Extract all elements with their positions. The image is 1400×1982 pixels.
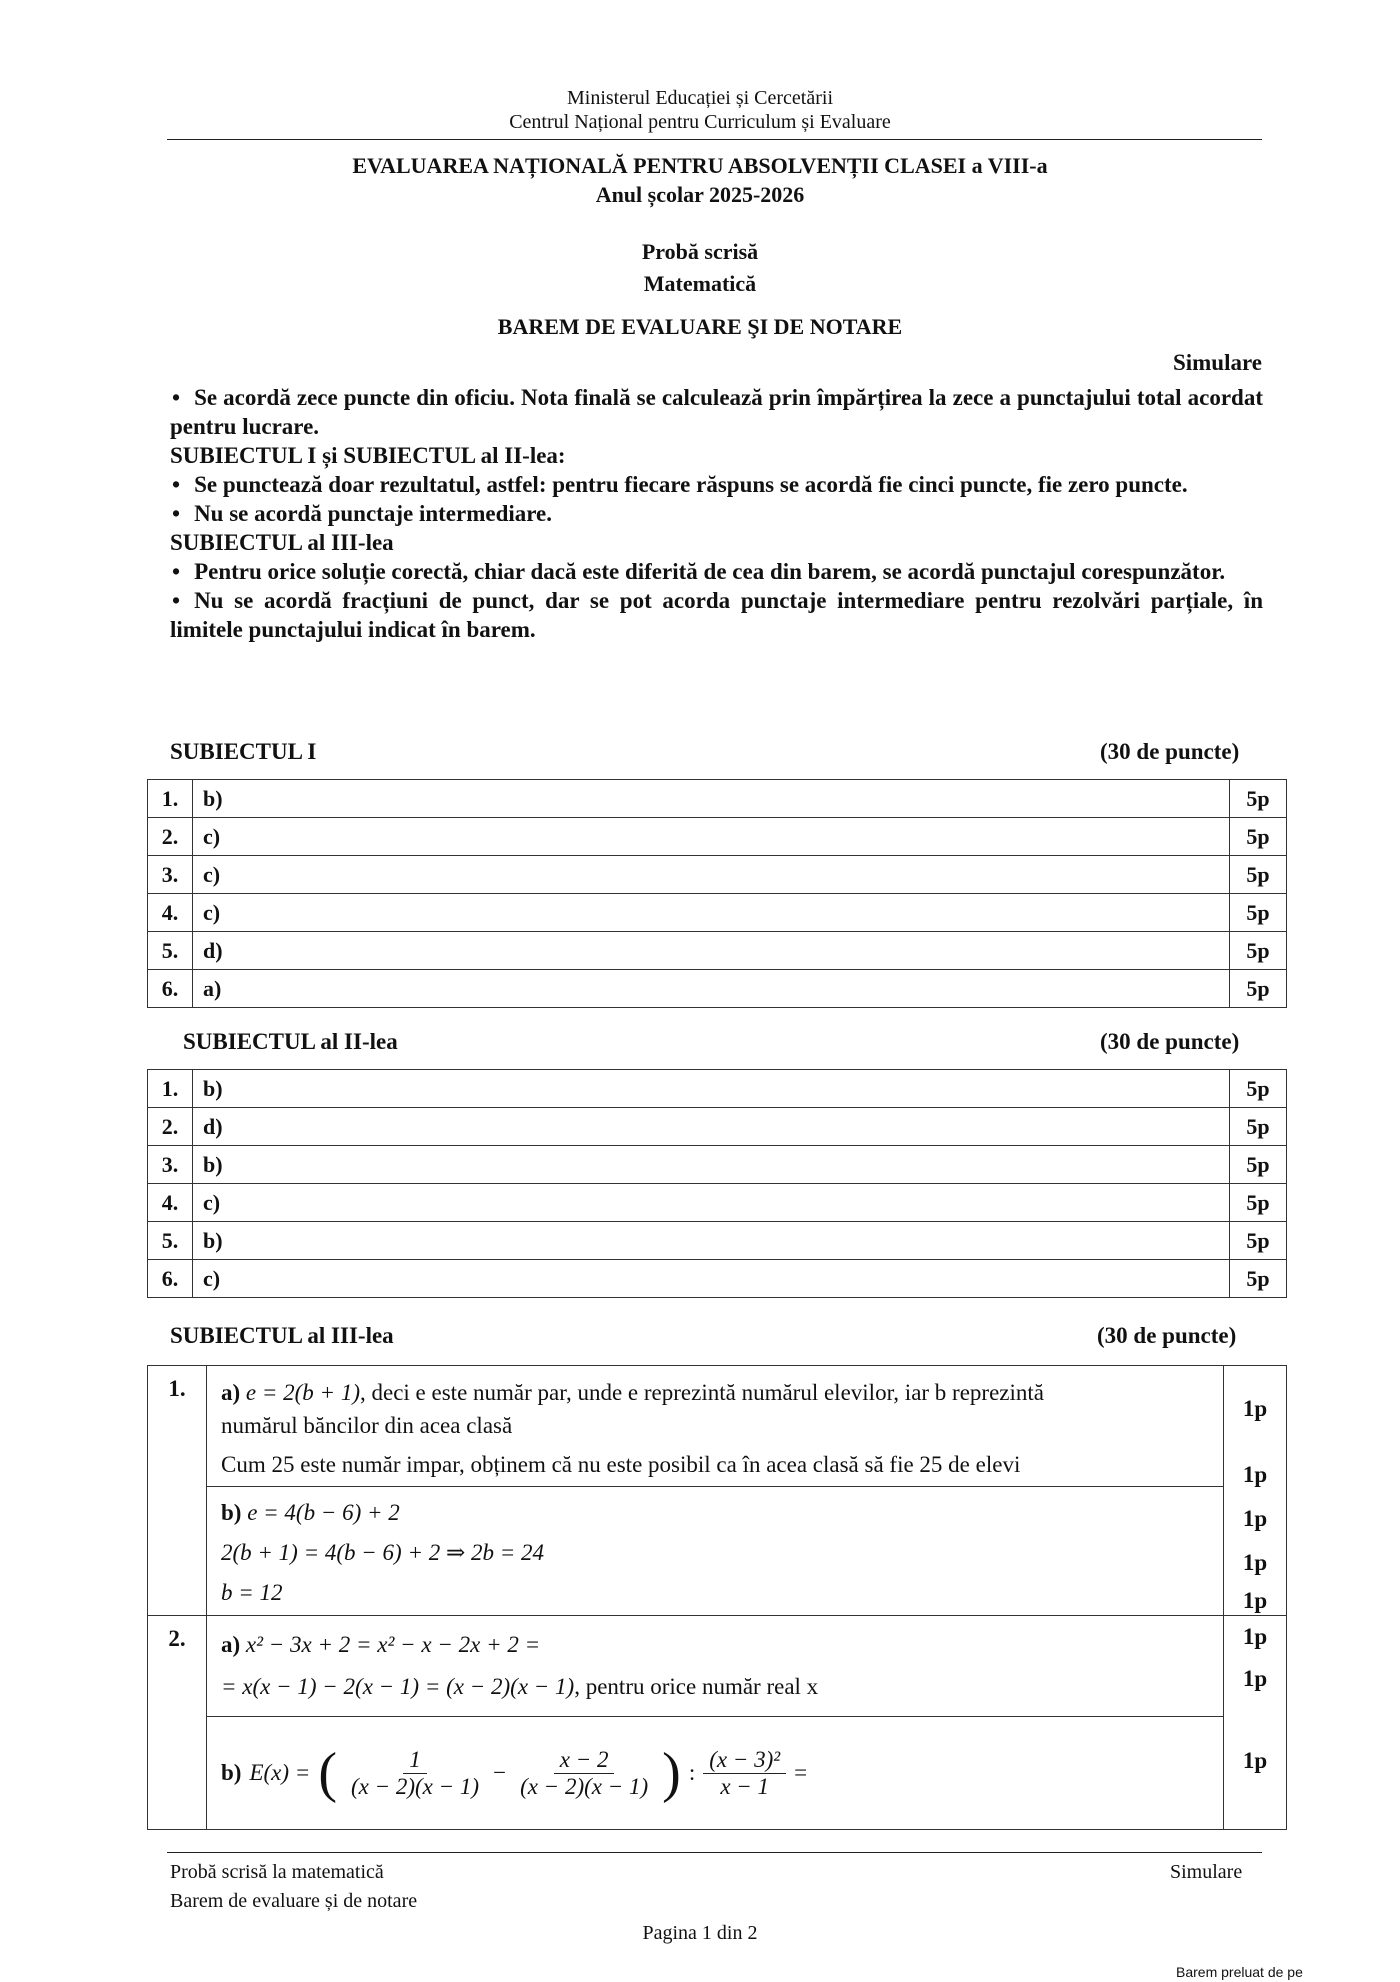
problem-2b (207, 1716, 1223, 1829)
problem-1a-pts-1: 1p (1242, 1396, 1268, 1421)
instructions (170, 383, 1263, 644)
footer-test-name: Probă scrisă la matematică (170, 1861, 384, 1883)
footer-doc-name: Barem de evaluare și de notare (170, 1890, 418, 1912)
header-center: Centrul Național pentru Curriculum și Evaluare (509, 111, 891, 133)
footer-divider (167, 1852, 1262, 1853)
s2-number: 5. (148, 1222, 193, 1260)
s2-points: 5p (1230, 1260, 1287, 1298)
problem-1b-line1: e = 4(b − 6) + 2 (247, 1500, 400, 1525)
instruction-heading-2: SUBIECTUL al III-lea (170, 530, 394, 555)
s2-points: 5p (1230, 1184, 1287, 1222)
s2-answer: d) (193, 1108, 1230, 1146)
s2-row (148, 1222, 1287, 1260)
subject-name: Matematică (643, 271, 757, 296)
s2-row (148, 1070, 1287, 1108)
section-2-title: SUBIECTUL al II-lea (183, 1029, 398, 1054)
s1-number: 1. (148, 780, 193, 818)
problem-2-body (207, 1616, 1224, 1830)
footer-simulation: Simulare (1170, 1861, 1243, 1883)
s2-number: 6. (148, 1260, 193, 1298)
s1-row (148, 970, 1287, 1008)
s2-number: 3. (148, 1146, 193, 1184)
section-3-table (147, 1365, 1287, 1830)
section-1-points: (30 de puncte) (1100, 739, 1240, 764)
s2-points: 5p (1230, 1146, 1287, 1184)
s2-row (148, 1146, 1287, 1184)
s2-points: 5p (1230, 1108, 1287, 1146)
problem-1b-line2: 2(b + 1) = 4(b − 6) + 2 ⇒ 2b = 24 (221, 1540, 545, 1565)
s2-answer: b) (193, 1070, 1230, 1108)
problem-1b-pts-3: 1p (1242, 1588, 1268, 1613)
section-3-points: (30 de puncte) (1097, 1323, 1237, 1348)
problem-1a-line2: numărul băncilor din acea clasă (221, 1413, 513, 1438)
problem-2-number: 2. (148, 1616, 207, 1830)
s2-row (148, 1260, 1287, 1298)
problem-1a-line3: Cum 25 este număr impar, obținem că nu este posibil ca în acea clasă să fie 25 de elevi (221, 1452, 1021, 1477)
section-1-title: SUBIECTUL I (170, 739, 317, 764)
problem-1-body (207, 1366, 1224, 1616)
s2-points: 5p (1230, 1222, 1287, 1260)
s1-answer: d) (193, 932, 1230, 970)
s1-row (148, 818, 1287, 856)
problem-2a-pts-2: 1p (1242, 1666, 1268, 1691)
problem-1a (207, 1366, 1223, 1442)
s1-points: 5p (1230, 894, 1287, 932)
problem-2-row (148, 1616, 1287, 1830)
s2-points: 5p (1230, 1070, 1287, 1108)
instruction-3: • Nu se acordă punctaje intermediare. (170, 499, 1263, 528)
problem-1-number: 1. (148, 1366, 207, 1616)
s2-number: 2. (148, 1108, 193, 1146)
exam-title: EVALUAREA NAȚIONALĂ PENTRU ABSOLVENȚII CLASEI a VIII-a (352, 153, 1048, 178)
problem-2a-label: a) (221, 1632, 241, 1657)
page-number: Pagina 1 din 2 (642, 1922, 758, 1944)
problem-2a-line1: x² − 3x + 2 = x² − x − 2x + 2 = (245, 1632, 541, 1657)
s1-row (148, 856, 1287, 894)
s1-answer: b) (193, 780, 1230, 818)
s1-number: 3. (148, 856, 193, 894)
section-2-table (147, 1069, 1287, 1298)
fraction-3-den: x − 1 (720, 1773, 770, 1799)
instruction-2: • Se punctează doar rezultatul, astfel: pentru fiecare răspuns se acordă fie cinci puncte, fie zero puncte. (170, 470, 1263, 499)
instruction-5: • Nu se acordă fracțiuni de punct, dar se pot acorda punctaje intermediare pentru rezolvări parțiale, în limitele punctajului indicat în barem. (170, 586, 1263, 644)
fraction-3-num: (x − 3)² (703, 1747, 786, 1774)
problem-1b-pts-2: 1p (1242, 1550, 1268, 1575)
problem-1a-text: , deci e este număr par, unde e reprezintă numărul elevilor, iar b reprezintă (360, 1380, 1044, 1405)
header-ministry: Ministerul Educației și Cercetării (566, 87, 834, 109)
instruction-1: • Se acordă zece puncte din oficiu. Nota finală se calculează prin împărțirea la zece a punctajului total acordat pentru lucrare. (170, 383, 1263, 441)
problem-2a-line2-text: , pentru orice număr real x (574, 1674, 819, 1699)
problem-1-points (1224, 1366, 1287, 1616)
test-type: Probă scrisă (641, 239, 759, 264)
s2-number: 4. (148, 1184, 193, 1222)
section-1-table (147, 779, 1287, 1008)
s2-row (148, 1184, 1287, 1222)
s1-answer: a) (193, 970, 1230, 1008)
problem-1b-pts-1: 1p (1242, 1506, 1268, 1531)
s2-answer: c) (193, 1184, 1230, 1222)
s2-number: 1. (148, 1070, 193, 1108)
minus-sign: − (493, 1760, 507, 1785)
instruction-4: • Pentru orice soluție corectă, chiar dacă este diferită de cea din barem, se acordă punctajul corespunzător. (170, 557, 1263, 586)
s1-points: 5p (1230, 780, 1287, 818)
header-divider (167, 139, 1262, 140)
instruction-heading-1: SUBIECTUL I și SUBIECTUL al II-lea: (170, 443, 566, 468)
problem-2-points (1224, 1616, 1287, 1830)
fraction-1-num: 1 (403, 1747, 427, 1774)
fraction-2 (514, 1747, 654, 1800)
source-note: Barem preluat de pe (1176, 1964, 1303, 1980)
s1-number: 4. (148, 894, 193, 932)
s1-row (148, 894, 1287, 932)
problem-2a (207, 1616, 1223, 1716)
s2-answer: c) (193, 1260, 1230, 1298)
problem-1b-label: b) (221, 1500, 242, 1525)
s1-points: 5p (1230, 970, 1287, 1008)
s1-answer: c) (193, 818, 1230, 856)
right-paren: ) (662, 1742, 681, 1804)
s1-row (148, 780, 1287, 818)
s1-points: 5p (1230, 856, 1287, 894)
problem-1b (207, 1486, 1223, 1613)
problem-2b-pts-1: 1p (1242, 1748, 1268, 1773)
s1-points: 5p (1230, 818, 1287, 856)
problem-1a-math: e = 2(b + 1) (245, 1380, 360, 1405)
equals-sign: = (794, 1760, 808, 1785)
fraction-3 (703, 1747, 786, 1800)
simulation-label: Simulare (1172, 350, 1262, 375)
problem-1a-pts-2: 1p (1242, 1462, 1268, 1487)
s2-answer: b) (193, 1146, 1230, 1184)
fraction-1 (345, 1747, 485, 1800)
s1-row (148, 932, 1287, 970)
problem-2b-lhs: E(x) = (249, 1760, 311, 1785)
s1-number: 5. (148, 932, 193, 970)
section-3-title: SUBIECTUL al III-lea (170, 1323, 394, 1348)
fraction-2-num: x − 2 (554, 1747, 615, 1774)
fraction-1-den: (x − 2)(x − 1) (350, 1773, 480, 1799)
s1-answer: c) (193, 894, 1230, 932)
barem-title: BAREM DE EVALUARE ŞI DE NOTARE (497, 314, 903, 339)
fraction-2-den: (x − 2)(x − 1) (520, 1773, 649, 1799)
division-sign: : (688, 1760, 696, 1785)
problem-1-row (148, 1366, 1287, 1616)
problem-1b-line3: b = 12 (221, 1580, 283, 1605)
problem-2a-pts-1: 1p (1242, 1624, 1268, 1649)
s1-number: 6. (148, 970, 193, 1008)
problem-1a-label: a) (221, 1380, 241, 1405)
school-year: Anul școlar 2025-2026 (595, 182, 805, 207)
s1-points: 5p (1230, 932, 1287, 970)
s1-answer: c) (193, 856, 1230, 894)
problem-2a-line2-math: = x(x − 1) − 2(x − 1) = (x − 2)(x − 1) (221, 1674, 575, 1699)
s2-row (148, 1108, 1287, 1146)
problem-2b-label: b) (221, 1760, 242, 1785)
s2-answer: b) (193, 1222, 1230, 1260)
section-2-points: (30 de puncte) (1100, 1029, 1240, 1054)
s1-number: 2. (148, 818, 193, 856)
left-paren: ( (318, 1742, 337, 1804)
